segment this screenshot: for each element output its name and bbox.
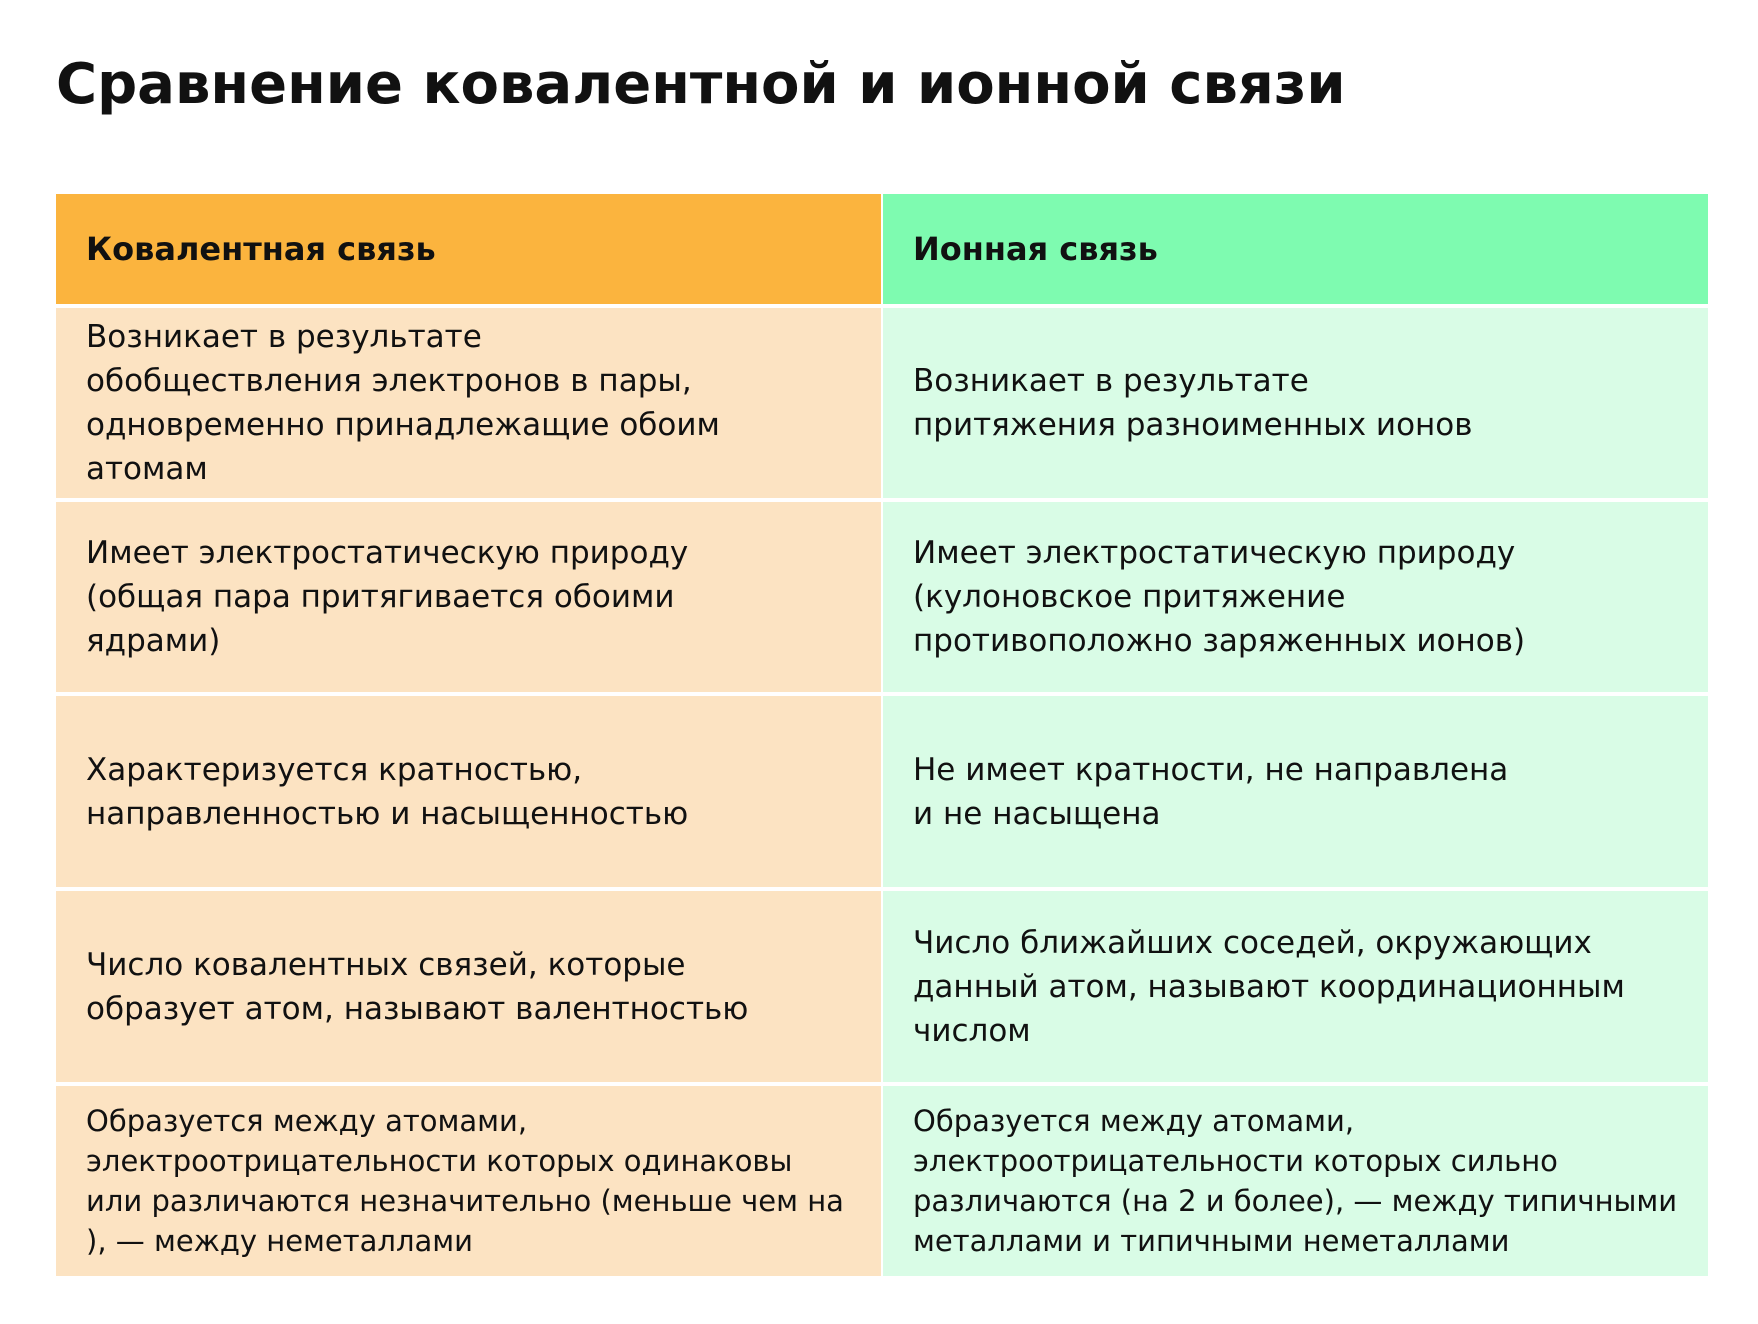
row-5-ionic-cell [883,1086,1708,1276]
row-2-ionic-text: Имеет электростатическую природу (кулоновское притяжение противоположно заряженных ионов) [913,535,1526,659]
comparison-table [56,194,1708,1276]
row-1-ionic-text: Возникает в результате притяжения разноименных ионов [913,363,1473,443]
row-1-ionic-cell [883,308,1708,498]
row-1-covalent-text: Возникает в результате обобществления электронов в пары, одновременно принадлежащие обоим атомам [86,319,720,487]
row-5-ionic-text: Образуется между атомами, электроотрицательности которых сильно различаются (на 2 и более), — между типичными металлами и типичными неметаллами [913,1104,1678,1258]
row-4-ionic-cell [883,891,1708,1082]
row-2-covalent-cell [56,502,881,692]
row-3-covalent-cell [56,696,881,887]
row-2-ionic-cell [883,502,1708,692]
header-covalent-label: Ковалентная связь [86,230,436,268]
row-1-covalent-cell [56,308,881,498]
row-2-covalent-text: Имеет электростатическую природу (общая пара притягивается обоими ядрами) [86,535,689,659]
row-4-covalent-cell [56,891,881,1082]
header-ionic-label: Ионная связь [913,230,1158,268]
page-title: Сравнение ковалентной и ионной связи [56,52,1346,117]
row-3-covalent-text: Характеризуется кратностью, направленностью и насыщенностью [86,751,689,832]
row-4-covalent-text: Число ковалентных связей, которые образует атом, называют валентностью [86,946,749,1027]
row-4-ionic-text: Число ближайших соседей, окружающих данный атом, называют координационным числом [913,924,1625,1049]
row-5-covalent-text: Образуется между атомами, электроотрицательности которых одинаковы или различаются незначительно (меньше чем на ), — между неметаллами [86,1104,844,1258]
row-5-covalent-cell [56,1086,881,1276]
row-3-ionic-text: Не имеет кратности, не направлена и не насыщена [913,751,1509,832]
row-3-ionic-cell [883,696,1708,887]
header-covalent [56,194,881,304]
header-ionic [883,194,1708,304]
